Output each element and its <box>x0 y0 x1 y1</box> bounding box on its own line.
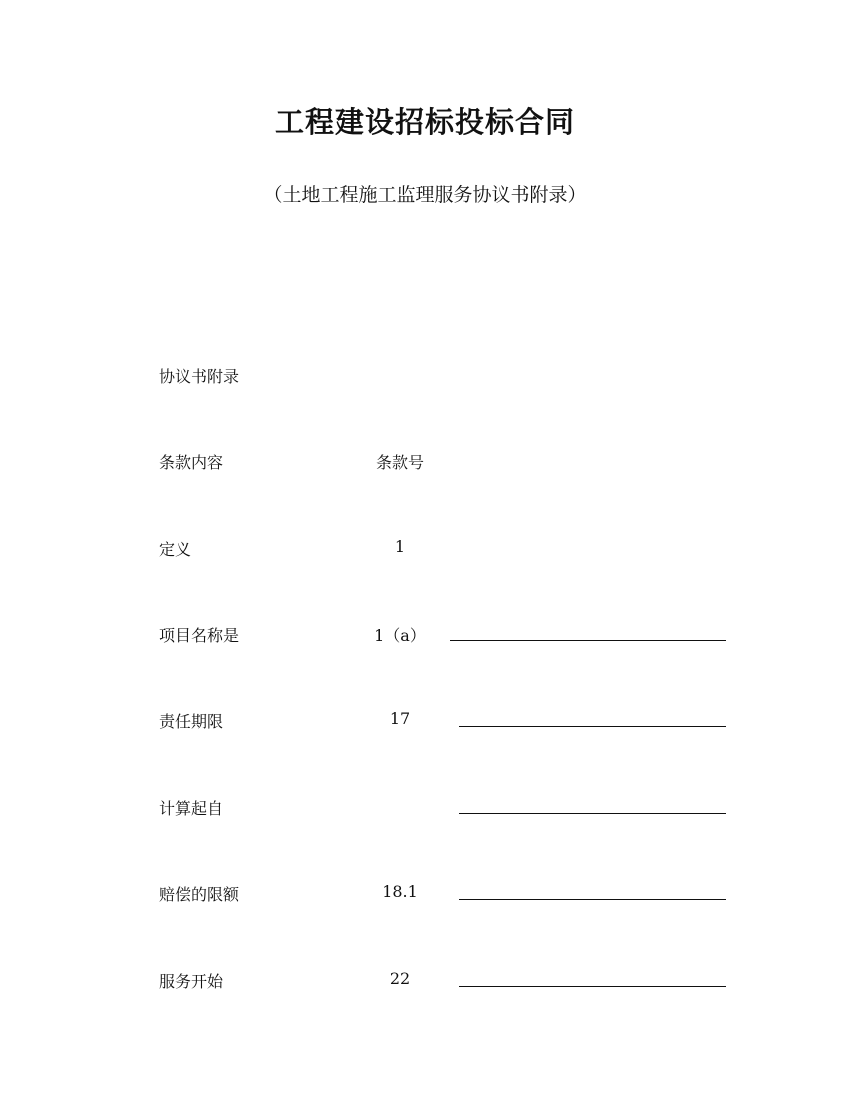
column-header-content: 条款内容 <box>159 453 224 472</box>
fill-in-blank-line[interactable] <box>459 726 726 727</box>
clause-row-project-name <box>0 623 850 647</box>
fill-in-blank-line[interactable] <box>459 986 726 987</box>
appendix-heading: 协议书附录 <box>159 367 240 386</box>
clause-number: 1（a） <box>374 626 426 645</box>
clause-row-definition <box>0 537 850 561</box>
clause-row-calculated-from <box>0 796 850 820</box>
fill-in-blank-line[interactable] <box>450 640 726 641</box>
clause-number: 18.1 <box>382 882 418 901</box>
clause-row-compensation-limit <box>0 882 850 906</box>
clause-label: 项目名称是 <box>159 626 240 645</box>
clause-label: 赔偿的限额 <box>159 885 240 904</box>
clause-label: 责任期限 <box>159 712 224 731</box>
clause-number: 22 <box>389 969 411 988</box>
fill-in-blank-line[interactable] <box>459 899 726 900</box>
column-header-clause: 条款号 <box>375 453 424 472</box>
clause-label: 计算起自 <box>159 799 224 818</box>
clause-label: 定义 <box>159 540 192 559</box>
clause-row-service-start <box>0 969 850 993</box>
fill-in-blank-line[interactable] <box>459 813 726 814</box>
clause-number: 1 <box>394 537 406 556</box>
clause-row-liability-period <box>0 709 850 733</box>
clause-number: 17 <box>389 709 411 728</box>
document-subtitle: （土地工程施工监理服务协议书附录） <box>263 184 587 206</box>
clause-label: 服务开始 <box>159 972 224 991</box>
document-title: 工程建设招标投标合同 <box>274 105 575 139</box>
table-header-row <box>0 450 850 474</box>
